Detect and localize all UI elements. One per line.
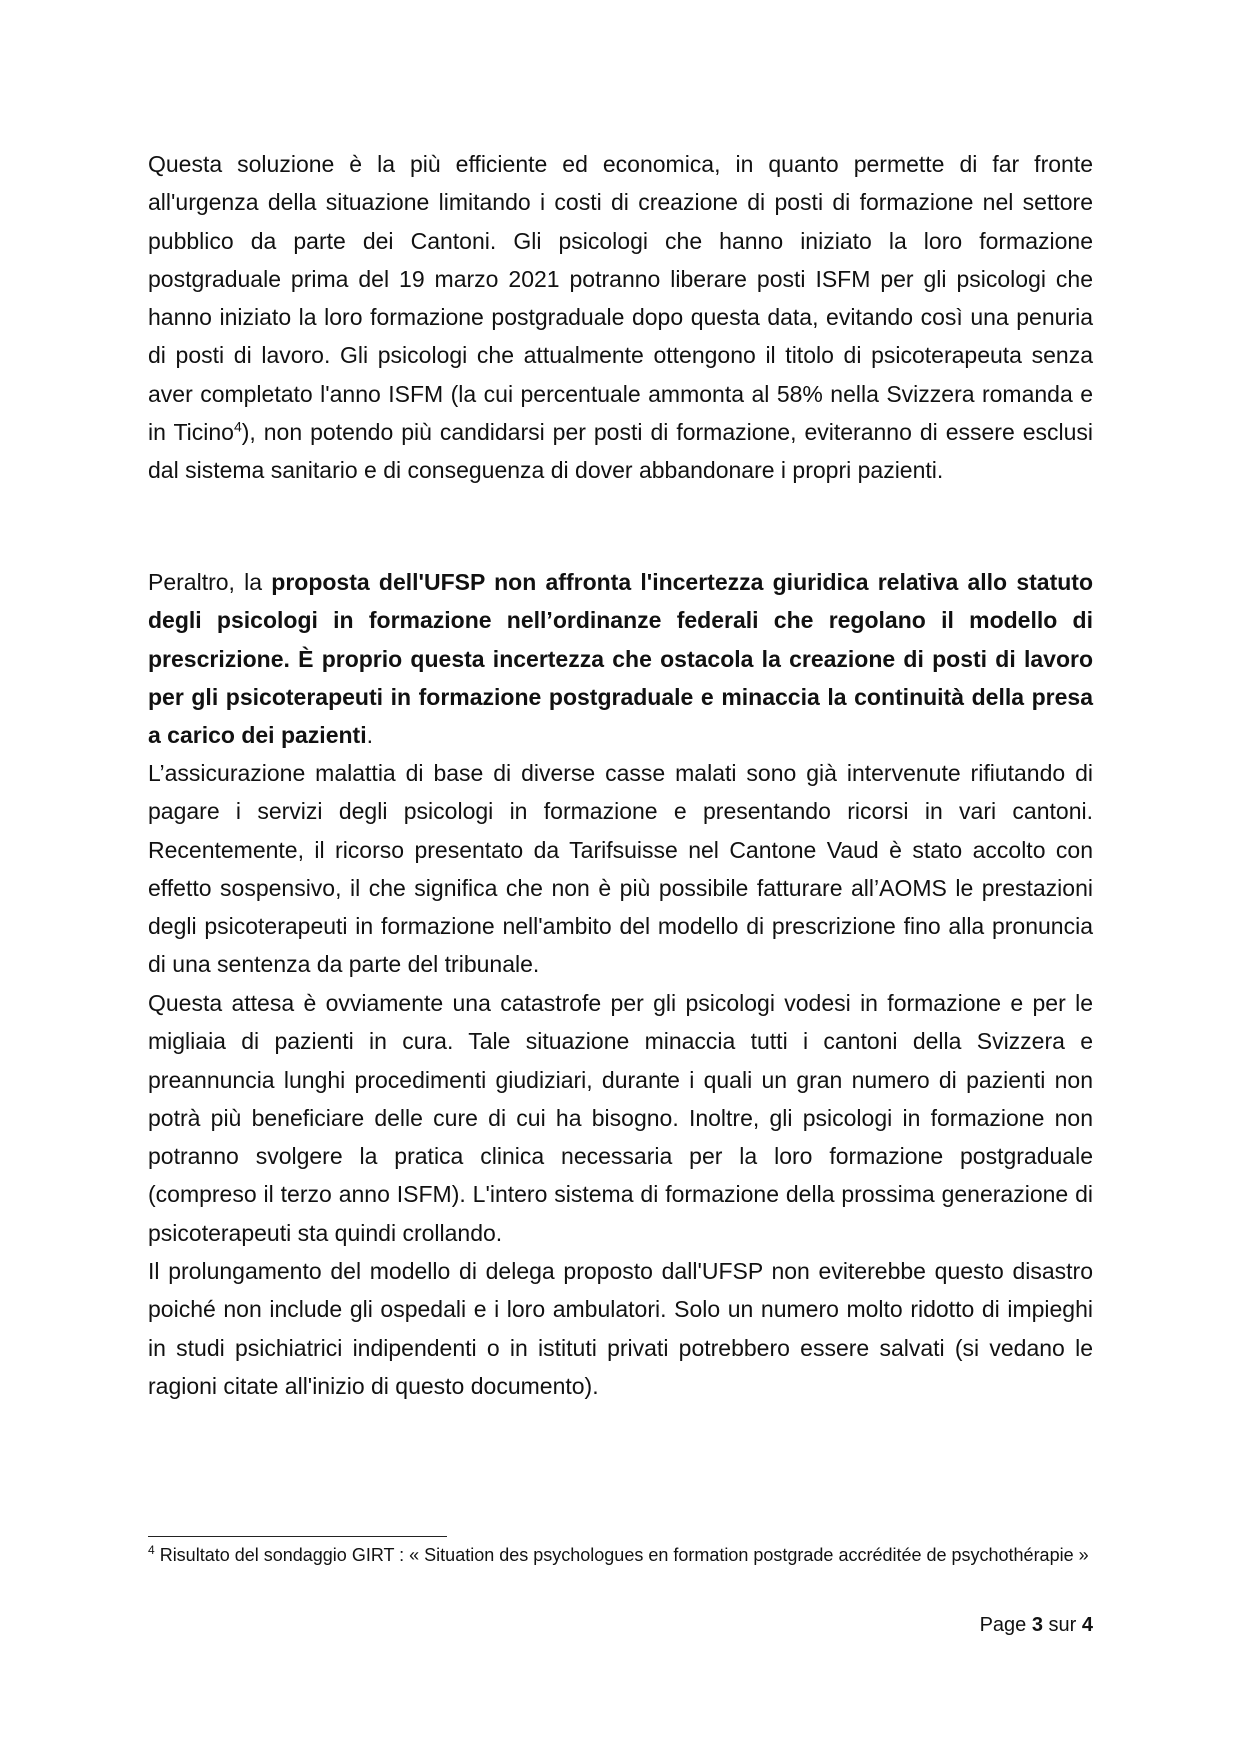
paragraph-delegation-model: Il prolungamento del modello di delega proposto dall'UFSP non eviterebbe questo disastro poiché non include gli ospedali e i loro ambulatori. Solo un numero molto ridotto di impieghi in studi psichiatrici indipendenti o in istituti privati potrebbero essere salvati (si vedano le ragioni citate all'inizio di questo documento). (148, 1258, 1093, 1399)
footnote-text: Risultato del sondaggio GIRT : « Situation des psychologues en formation postgrade accréditée de psychothérapie » (154, 1545, 1089, 1565)
paragraph-lead: Peraltro, la (148, 569, 272, 595)
paragraph-text: Questa soluzione è la più efficiente ed economica, in quanto permette di far fronte all'urgenza della situazione limitando i costi di creazione di posti di formazione nel settore pubblico da parte dei Cantoni. Gli psicologi che hanno iniziato la loro formazione postgraduale prima del 19 marzo 2021 potranno liberare posti ISFM per gli psicologi che hanno iniziato la loro formazione postgraduale dopo questa data, evitando così una penuria di posti di lavoro. Gli psicologi che attualmente ottengono il titolo di psicoterapeuta senza aver completato l'anno ISFM (la cui percentuale ammonta al 58% nella Svizzera romanda e in Ticino (148, 151, 1093, 446)
paragraph-emphasis: proposta dell'UFSP non affronta l'incertezza giuridica relativa allo statuto degli psicologi in formazione nell’ordinanze federali che regolano il modello di prescrizione. È proprio questa incertezza che ostacola la creazione di posti di lavoro per gli psicoterapeuti in formazione postgraduale e minaccia la continuità della presa a carico dei pazienti (148, 569, 1093, 749)
paragraph-legal-uncertainty (148, 563, 1093, 754)
footnote (148, 1543, 1093, 1567)
paragraph-insurers: L’assicurazione malattia di base di diverse casse malati sono già intervenute rifiutando di pagare i servizi degli psicologi in formazione e presentando ricorsi in vari cantoni. Recentemente, il ricorso presentato da Tarifsuisse nel Cantone Vaud è stato accolto con effetto sospensivo, il che significa che non è più possibile fatturare all’AOMS le prestazioni degli psicoterapeuti in formazione nell'ambito del modello di prescrizione fino alla pronuncia di una sentenza da parte del tribunale. (148, 760, 1093, 978)
paragraph-efficiency (148, 145, 1093, 490)
paragraph-tail: . (366, 722, 373, 749)
page-number-current: 3 (1031, 1614, 1043, 1636)
page-number-separator: sur (1042, 1614, 1082, 1636)
paragraph-catastrophe: Questa attesa è ovviamente una catastrofe per gli psicologi vodesi in formazione e per le migliaia di pazienti in cura. Tale situazione minaccia tutti i cantoni della Svizzera e preannuncia lunghi procedimenti giudiziari, durante i quali un gran numero di pazienti non potrà più beneficiare delle cure di cui ha bisogno. Inoltre, gli psicologi in formazione non potranno svolgere la pratica clinica necessaria per la loro formazione postgraduale (compreso il terzo anno ISFM). L'intero sistema di formazione della prossima generazione di psicoterapeuti sta quindi crollando. (148, 990, 1093, 1246)
paragraph-text: ), non potendo più candidarsi per posti di formazione, eviteranno di essere esclusi dal sistema sanitario e di conseguenza di dover abbandonare i propri pazienti. (148, 419, 1093, 484)
footnote-reference[interactable]: 4 (233, 418, 242, 435)
page-number-prefix: Page (979, 1614, 1032, 1636)
page-number (980, 1613, 1093, 1637)
footnote-separator (148, 1536, 447, 1537)
footnote-marker: 4 (148, 1543, 155, 1557)
page-number-total: 4 (1081, 1614, 1093, 1636)
